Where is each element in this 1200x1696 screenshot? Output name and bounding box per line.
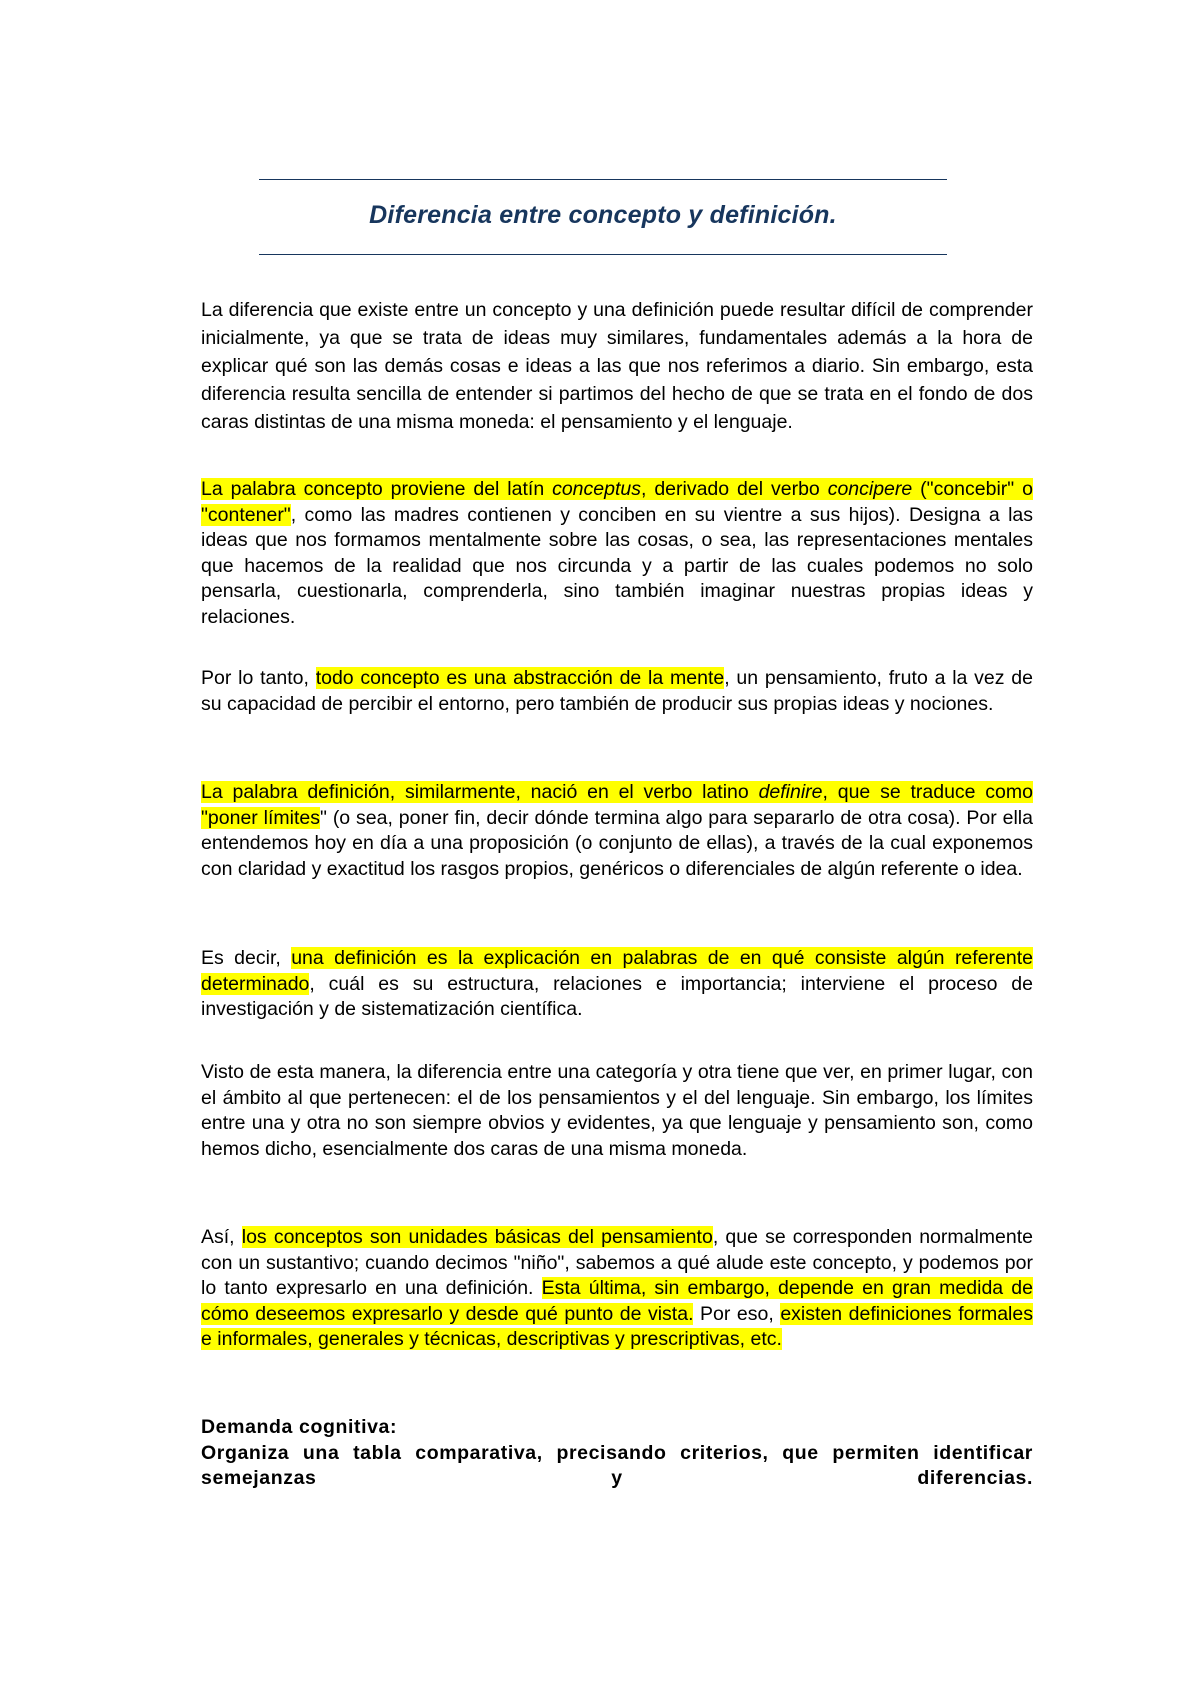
highlight: todo concepto es una abstracción de la mente: [315, 667, 725, 689]
paragraph-conclusion: Así, los conceptos son unidades básicas del pensamiento, que se corresponden normalmente con un sustantivo; cuando decimos "niño", sabemos a qué alude este concepto, y podemos por lo tanto expresarlo en una definición. Esta última, sin embargo, depende en gran medida de cómo deseemos expresarlo y desde qué punto de vista. Por eso, existen definiciones formales e informales, generales y técnicas, descriptivas y prescriptivas, etc.: [201, 1226, 1033, 1350]
title-bottom-rule: [259, 254, 947, 255]
title-top-rule: [259, 179, 947, 180]
highlight: La palabra definición, similarmente, nació en el verbo latino definire, que se traduce como "poner límites: [201, 781, 1033, 829]
document-title: Diferencia entre concepto y definición.: [369, 201, 837, 229]
highlight: Esta última, sin embargo, depende en gran medida de cómo deseemos expresarlo y desde qué punto de vista.: [201, 1277, 1033, 1325]
cognitive-demand: [201, 1415, 1033, 1492]
latin-term: conceptus: [552, 478, 641, 500]
paragraph-intro: La diferencia que existe entre un concepto y una definición puede resultar difícil de comprender inicialmente, ya que se trata de ideas muy similares, fundamentales además a la hora de explicar qué son las demás cosas e ideas a las que nos referimos a diario. Sin embargo, esta diferencia resulta sencilla de entender si partimos del hecho de que se trata en el fondo de dos caras distintas de una misma moneda: el pensamiento y el lenguaje.: [201, 299, 1033, 433]
latin-term: definire: [758, 781, 823, 803]
paragraph-abstraction: Por lo tanto, todo concepto es una abstracción de la mente, un pensamiento, fruto a la vez de su capacidad de percibir el entorno, pero también de producir sus propias ideas y nociones.: [201, 667, 1033, 715]
paragraph-concept-origin: La palabra concepto proviene del latín conceptus, derivado del verbo concipere ("concebir" o "contener", como las madres contienen y conciben en su vientre a sus hijos). Designa a las ideas que nos formamos mentalmente sobre las cosas, o sea, las representaciones mentales que hacemos de la realidad que nos circunda y a partir de las cuales podemos no solo pensarla, cuestionarla, comprenderla, sino también imaginar nuestras propias ideas y relaciones.: [201, 478, 1033, 628]
cognitive-demand-text: Organiza una tabla comparativa, precisando criterios, que permiten identificar semejanzas y diferencias.: [201, 1441, 1033, 1489]
highlight: existen definiciones formales e informales, generales y técnicas, descriptivas y prescriptivas, etc.: [201, 1302, 1033, 1350]
cognitive-demand-label: Demanda cognitiva:: [201, 1416, 398, 1438]
latin-term: concipere: [827, 478, 913, 500]
highlight: una definición es la explicación en palabras de en qué consiste algún referente determinado: [201, 947, 1033, 995]
highlight: La palabra concepto proviene del latín conceptus, derivado del verbo concipere ("concebir" o "contener": [201, 478, 1033, 526]
paragraph-definition-meaning: Es decir, una definición es la explicación en palabras de en qué consiste algún referente determinado, cuál es su estructura, relaciones e importancia; interviene el proceso de investigación y de sistematización científica.: [201, 947, 1033, 1020]
paragraph-definition-origin: La palabra definición, similarmente, nació en el verbo latino definire, que se traduce como "poner límites" (o sea, poner fin, decir dónde termina algo para separarlo de otra cosa). Por ella entendemos hoy en día a una proposición (o conjunto de ellas), a través de la cual exponemos con claridad y exactitud los rasgos propios, genéricos o diferenciales de algún referente o idea.: [201, 781, 1033, 880]
paragraph-difference: Visto de esta manera, la diferencia entre una categoría y otra tiene que ver, en primer lugar, con el ámbito al que pertenecen: el de los pensamientos y el del lenguaje. Sin embargo, los límites entre una y otra no son siempre obvios y evidentes, ya que lenguaje y pensamiento son, como hemos dicho, esencialmente dos caras de una misma moneda.: [201, 1061, 1033, 1160]
highlight: los conceptos son unidades básicas del pensamiento: [241, 1226, 713, 1248]
